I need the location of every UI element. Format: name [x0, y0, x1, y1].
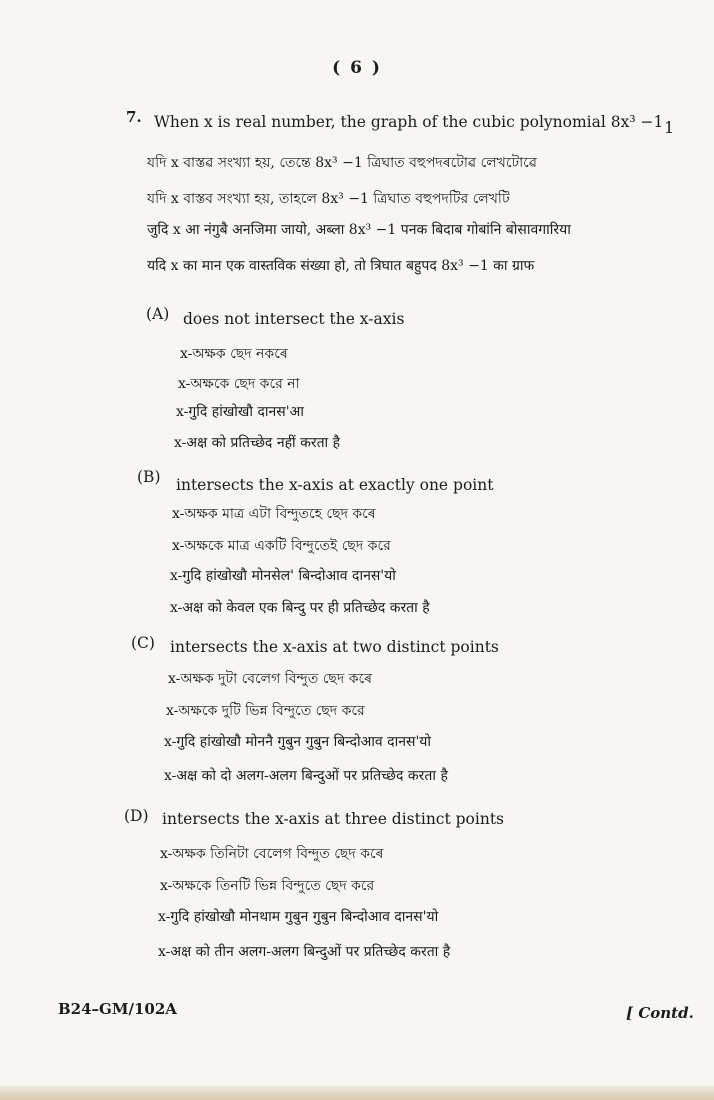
option-b-translation: x-অক্ষক মাত্ৰ এটা বিন্দুতহে ছেদ কৰে: [172, 506, 376, 522]
option-c-letter: (C): [131, 634, 155, 652]
option-d-translation: x-गुदि हांखोखौ मोनथाम गुबुन गुबुन बिन्दोआव दानस'यो: [158, 909, 439, 925]
option-d-letter: (D): [124, 807, 149, 825]
page-bottom-edge: [0, 1086, 714, 1100]
question-marks: 1: [664, 118, 675, 137]
option-c-translation: x-गुदि हांखोखौ मोननै गुबुन गुबुन बिन्दोआव दानस'यो: [164, 734, 432, 750]
option-a-translation: x-অক্ষক ছেদ নকৰে: [180, 346, 288, 362]
option-d-translation: x-অক্ষক তিনিটা বেলেগ বিন্দুত ছেদ কৰে: [160, 846, 384, 862]
question-translation-assamese: যদি x বাস্তৱ সংখ্যা হয়, তেন্তে 8x³ −1 ত্ৰিঘাত বহুপদৰটোৱ লেখটোৱে: [147, 155, 538, 171]
option-b-translation: x-अक्ष को केवल एक बिन्दु पर ही प्रतिच्छेद करता है: [170, 600, 430, 616]
option-c-translation: x-अक्ष को दो अलग-अलग बिन्दुओं पर प्रतिच्छेद करता है: [164, 768, 448, 784]
question-translation-bodo: जुदि x आ नंगुबै अनजिमा जायो, अब्ला 8x³ −1 पनक बिदाब गोबांनि बोसावगारिया: [147, 222, 571, 238]
option-b-translation: x-गुदि हांखोखौ मोनसेल' बिन्दोआव दानस'यो: [170, 568, 396, 584]
question-text-english: When x is real number, the graph of the cubic polynomial 8x³ −1: [154, 113, 664, 131]
option-a-translation: x-অক্ষকে ছেদ করে না: [178, 376, 300, 392]
option-a-translation: x-अक्ष को प्रतिच्छेद नहीं करता है: [174, 435, 341, 451]
option-c-translation: x-অক্ষকে দুটি ভিন্ন বিন্দুতে ছেদ করে: [166, 703, 365, 719]
continued-marker: [ Contd.: [626, 1004, 694, 1022]
page-number: ( 6 ): [332, 58, 382, 78]
option-a-text: does not intersect the x-axis: [183, 310, 405, 328]
option-d-translation: x-अक्ष को तीन अलग-अलग बिन्दुओं पर प्रतिच्छेद करता है: [158, 944, 451, 960]
question-translation-bengali: যদি x বাস্তব সংখ্যা হয়, তাহলে 8x³ −1 ত্রিঘাত বহুপদটির লেখটি: [147, 191, 510, 207]
option-c-text: intersects the x-axis at two distinct points: [170, 638, 499, 656]
option-b-translation: x-অক্ষকে মাত্র একটি বিন্দুতেই ছেদ করে: [172, 538, 391, 554]
paper-code: B24–GM/102A: [58, 1000, 177, 1018]
option-b-text: intersects the x-axis at exactly one point: [176, 476, 494, 494]
option-d-text: intersects the x-axis at three distinct points: [162, 810, 505, 828]
option-a-translation: x-गुदि हांखोखौ दानस'आ: [176, 404, 304, 420]
option-d-translation: x-অক্ষকে তিনটি ভিন্ন বিন্দুতে ছেদ করে: [160, 878, 375, 894]
option-c-translation: x-অক্ষক দুটা বেলেগ বিন্দুত ছেদ কৰে: [168, 671, 372, 687]
question-number: 7.: [126, 108, 142, 126]
question-translation-hindi: यदि x का मान एक वास्तविक संख्या हो, तो त्रिघात बहुपद 8x³ −1 का ग्राफ: [147, 258, 535, 274]
option-b-letter: (B): [137, 468, 161, 486]
option-a-letter: (A): [146, 305, 170, 323]
